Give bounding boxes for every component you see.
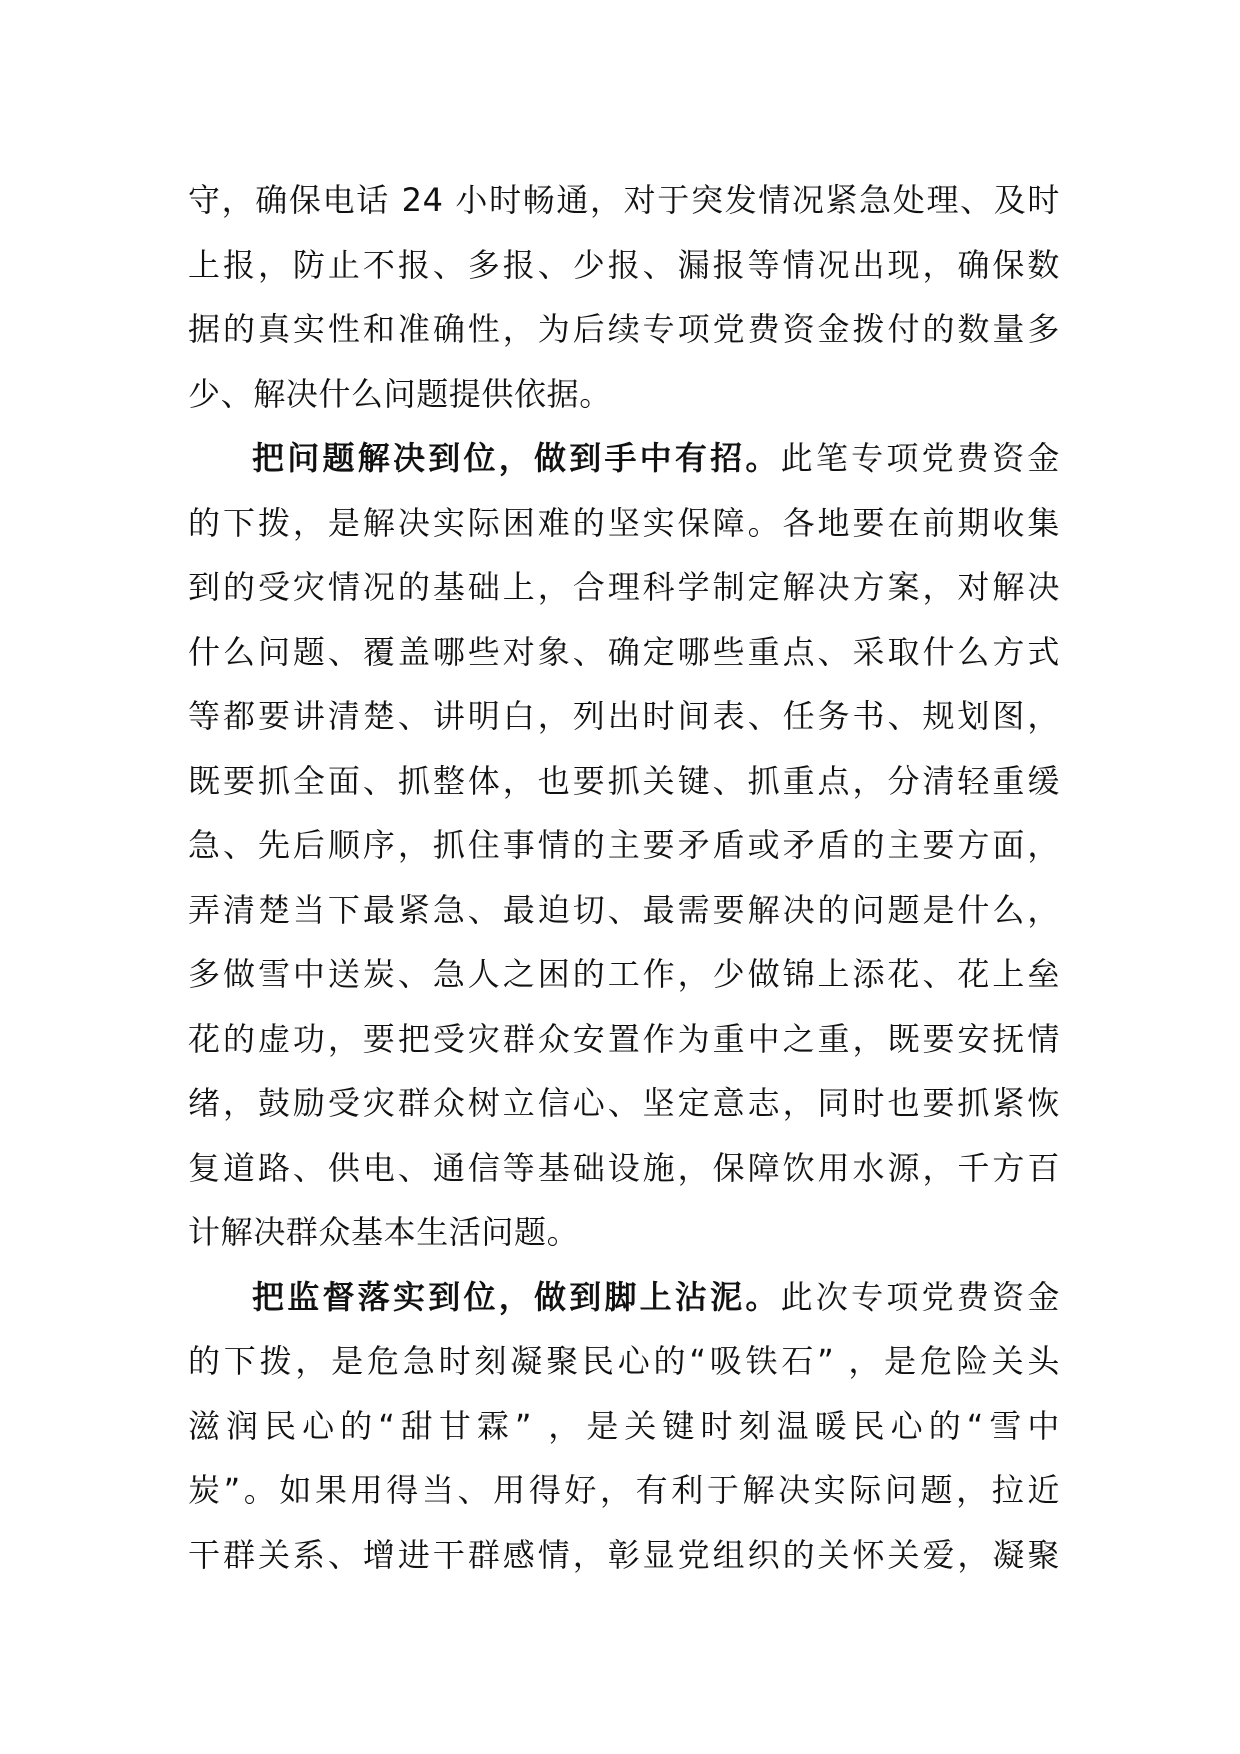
text-line: 的下拨，是解决实际困难的坚实保障。各地要在前期收集: [188, 503, 1060, 542]
text-line: 复道路、供电、通信等基础设施，保障饮用水源，千方百: [188, 1148, 1060, 1187]
paragraph-heading: 把监督落实到位，做到脚上沾泥。: [252, 1277, 781, 1316]
text-line: 上报，防止不报、多报、少报、漏报等情况出现，确保数: [188, 245, 1060, 284]
text-line: 计解决群众基本生活问题。: [188, 1213, 580, 1251]
text-line: 既要抓全面、抓整体，也要抓关键、抓重点，分清轻重缓: [188, 761, 1060, 800]
text-line: 什么问题、覆盖哪些对象、确定哪些重点、采取什么方式: [188, 632, 1060, 671]
paragraph-text: 此笔专项党费资金: [780, 439, 1060, 477]
body-text: [188, 168, 1060, 1587]
paragraph-heading: 把问题解决到位，做到手中有招。: [252, 439, 781, 477]
text-line: 滋润民心的“甜甘霖” ，是关键时刻温暖民心的“雪中: [188, 1406, 1060, 1445]
text-line: 绪，鼓励受灾群众树立信心、坚定意志，同时也要抓紧恢: [188, 1084, 1060, 1122]
text-line: 守，确保电话 24 小时畅通，对于突发情况紧急处理、及时: [188, 181, 1060, 219]
paragraph-text: 此次专项党费资金: [780, 1277, 1060, 1316]
text-line: 据的真实性和准确性，为后续专项党费资金拨付的数量多: [188, 310, 1060, 348]
text-line: 急、先后顺序，抓住事情的主要矛盾或矛盾的主要方面，: [188, 826, 1060, 864]
text-line: 花的虚功，要把受灾群众安置作为重中之重，既要安抚情: [188, 1019, 1060, 1058]
text-line: 少、解决什么问题提供依据。: [188, 374, 612, 413]
text-line: 到的受灾情况的基础上，合理科学制定解决方案，对解决: [188, 568, 1060, 606]
text-line: 炭”。如果用得当、用得好，有利于解决实际问题，拉近: [188, 1471, 1060, 1509]
paragraph-lead-line: [188, 1265, 1060, 1330]
text-line: 弄清楚当下最紧急、最迫切、最需要解决的问题是什么，: [188, 890, 1060, 929]
paragraph-lead-line: [188, 426, 1060, 491]
text-line: 干群关系、增进干群感情，彰显党组织的关怀关爱，凝聚: [188, 1535, 1060, 1574]
text-line: 多做雪中送炭、急人之困的工作，少做锦上添花、花上垒: [188, 955, 1060, 993]
text-line: 等都要讲清楚、讲明白，列出时间表、任务书、规划图，: [188, 697, 1060, 735]
text-line: 的下拨，是危急时刻凝聚民心的“吸铁石” ，是危险关头: [188, 1342, 1060, 1380]
